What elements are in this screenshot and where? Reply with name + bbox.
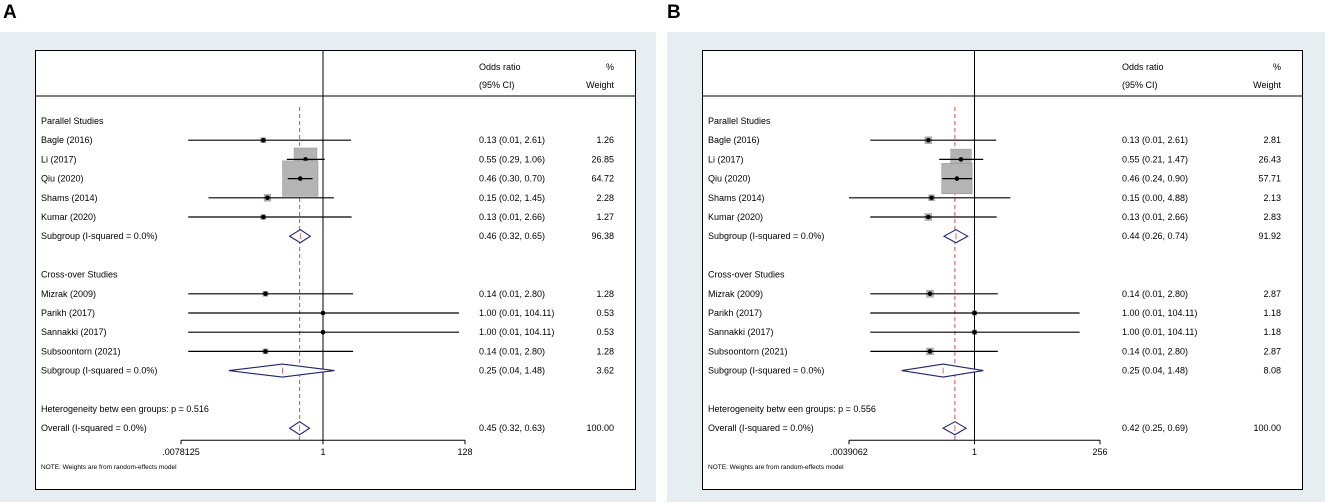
study-weight: 1.18: [1263, 308, 1281, 318]
study-point-estimate: [321, 330, 326, 335]
subtotal-label: Subgroup (I-squared = 0.0%): [41, 231, 158, 242]
x-tick-label: 256: [1092, 447, 1108, 458]
subtotal-weight: 8.08: [1263, 365, 1281, 376]
forest-plot-b: [702, 50, 1303, 490]
x-tick-label: .0078125: [162, 447, 200, 458]
header-percent: %: [605, 62, 614, 72]
study-weight: 2.87: [1263, 288, 1281, 299]
forest-plot-a: [35, 50, 636, 490]
study-point-estimate: [926, 138, 931, 143]
forest-plot-b-canvas: [703, 51, 1302, 489]
subtotal-weight: 96.38: [591, 231, 614, 242]
study-point-estimate: [972, 311, 977, 316]
study-point-estimate: [263, 292, 268, 297]
subtotal-weight: 3.62: [596, 365, 614, 376]
subtotal-weight: 91.92: [1258, 231, 1281, 242]
study-or-ci: 0.14 (0.01, 2.80): [1122, 346, 1189, 357]
header-ci: (95% CI): [1122, 80, 1158, 90]
study-point-estimate: [263, 349, 268, 354]
study-point-estimate: [261, 138, 266, 143]
study-or-ci: 0.55 (0.21, 1.47): [1122, 154, 1189, 165]
study-weight: 2.81: [1263, 135, 1281, 146]
study-weight: 1.28: [596, 288, 614, 299]
study-or-ci: 0.14 (0.01, 2.80): [1122, 288, 1189, 299]
study-label: Li (2017): [708, 154, 744, 165]
study-or-ci: 0.13 (0.01, 2.66): [1122, 212, 1189, 222]
study-label: Kumar (2020): [708, 212, 764, 222]
header-odds-ratio: Odds ratio: [1122, 62, 1164, 72]
study-label: Parikh (2017): [708, 308, 763, 318]
study-or-ci: 0.13 (0.01, 2.66): [479, 212, 546, 222]
study-point-estimate: [928, 349, 933, 354]
study-or-ci: 0.14 (0.01, 2.80): [479, 346, 546, 357]
study-point-estimate: [972, 330, 977, 335]
study-label: Qiu (2020): [708, 173, 751, 184]
study-point-estimate: [261, 215, 266, 220]
subtotal-label: Subgroup (I-squared = 0.0%): [708, 231, 825, 242]
study-label: Sannakki (2017): [41, 327, 107, 338]
subtotal-diamond: [229, 364, 335, 377]
study-point-estimate: [929, 196, 934, 201]
study-weight: 2.28: [596, 192, 614, 203]
overall-weight: 100.00: [1253, 423, 1281, 434]
overall-label: Overall (I-squared = 0.0%): [708, 423, 814, 434]
study-or-ci: 0.13 (0.01, 2.61): [1122, 135, 1189, 146]
heterogeneity-text: Heterogeneity betw een groups: p = 0.556: [708, 404, 876, 414]
footnote: NOTE: Weights are from random-effects model: [41, 464, 177, 472]
panel-letter-a: A: [3, 2, 17, 23]
study-weight: 1.28: [596, 346, 614, 357]
study-label: Subsoontorn (2021): [41, 346, 121, 357]
study-or-ci: 1.00 (0.01, 104.11): [1122, 308, 1198, 318]
study-label: Mizrak (2009): [708, 288, 764, 299]
study-label: Bagle (2016): [41, 135, 93, 146]
study-weight: 1.26: [596, 135, 614, 146]
study-or-ci: 1.00 (0.01, 104.11): [479, 327, 555, 338]
group-heading: Cross-over Studies: [708, 269, 785, 280]
study-weight: 26.85: [591, 154, 614, 165]
x-tick-label: 128: [457, 447, 473, 458]
study-weight: 1.27: [596, 212, 614, 222]
study-or-ci: 0.14 (0.01, 2.80): [479, 288, 546, 299]
overall-or-ci: 0.42 (0.25, 0.69): [1122, 423, 1189, 434]
header-percent: %: [1272, 62, 1281, 72]
study-weight: 2.83: [1263, 212, 1281, 222]
study-weight: 0.53: [596, 327, 614, 338]
panel-letter-b: B: [667, 2, 681, 23]
x-tick-label: 1: [971, 447, 978, 458]
group-heading: Parallel Studies: [708, 116, 771, 126]
study-label: Mizrak (2009): [41, 288, 97, 299]
overall-or-ci: 0.45 (0.32, 0.63): [479, 423, 546, 434]
x-tick-label: .0039062: [830, 447, 868, 458]
heterogeneity-text: Heterogeneity betw een groups: p = 0.516: [41, 404, 209, 414]
overall-weight: 100.00: [586, 423, 614, 434]
header-weight: Weight: [1253, 80, 1281, 90]
group-heading: Cross-over Studies: [41, 269, 118, 280]
study-point-estimate: [298, 176, 303, 181]
study-or-ci: 1.00 (0.01, 104.11): [1122, 327, 1198, 338]
overall-label: Overall (I-squared = 0.0%): [41, 423, 147, 434]
study-or-ci: 0.46 (0.30, 0.70): [479, 173, 546, 184]
forest-plot-a-canvas: [36, 51, 635, 489]
header-weight: Weight: [586, 80, 614, 90]
study-label: Kumar (2020): [41, 212, 97, 222]
study-label: Bagle (2016): [708, 135, 760, 146]
study-point-estimate: [265, 196, 270, 201]
study-or-ci: 0.13 (0.01, 2.61): [479, 135, 546, 146]
study-point-estimate: [959, 157, 964, 162]
study-point-estimate: [955, 176, 960, 181]
header-odds-ratio: Odds ratio: [479, 62, 521, 72]
study-weight: 26.43: [1258, 154, 1281, 165]
study-or-ci: 0.15 (0.02, 1.45): [479, 192, 546, 203]
study-or-ci: 0.15 (0.00, 4.88): [1122, 192, 1189, 203]
study-point-estimate: [928, 292, 933, 297]
study-label: Shams (2014): [41, 192, 98, 203]
subtotal-label: Subgroup (I-squared = 0.0%): [708, 365, 825, 376]
study-or-ci: 0.55 (0.29, 1.06): [479, 154, 546, 165]
study-weight: 64.72: [591, 173, 614, 184]
header-ci: (95% CI): [479, 80, 515, 90]
study-or-ci: 0.46 (0.24, 0.90): [1122, 173, 1189, 184]
study-point-estimate: [926, 215, 931, 220]
subtotal-label: Subgroup (I-squared = 0.0%): [41, 365, 158, 376]
subtotal-or-ci: 0.25 (0.04, 1.48): [1122, 365, 1189, 376]
study-label: Sannakki (2017): [708, 327, 774, 338]
study-or-ci: 1.00 (0.01, 104.11): [479, 308, 555, 318]
x-tick-label: 1: [320, 447, 326, 458]
study-weight: 2.87: [1263, 346, 1281, 357]
study-label: Shams (2014): [708, 192, 765, 203]
subtotal-or-ci: 0.25 (0.04, 1.48): [479, 365, 546, 376]
subtotal-or-ci: 0.44 (0.26, 0.74): [1122, 231, 1189, 242]
study-weight: 0.53: [596, 308, 614, 318]
study-label: Qiu (2020): [41, 173, 84, 184]
study-label: Li (2017): [41, 154, 77, 165]
subtotal-diamond: [902, 364, 984, 377]
study-weight: 2.13: [1263, 192, 1281, 203]
study-weight: 1.18: [1263, 327, 1281, 338]
group-heading: Parallel Studies: [41, 116, 104, 126]
study-label: Parikh (2017): [41, 308, 96, 318]
subtotal-or-ci: 0.46 (0.32, 0.65): [479, 231, 546, 242]
study-label: Subsoontorn (2021): [708, 346, 788, 357]
study-point-estimate: [321, 311, 326, 316]
study-weight: 57.71: [1258, 173, 1281, 184]
footnote: NOTE: Weights are from random-effects model: [708, 464, 844, 472]
